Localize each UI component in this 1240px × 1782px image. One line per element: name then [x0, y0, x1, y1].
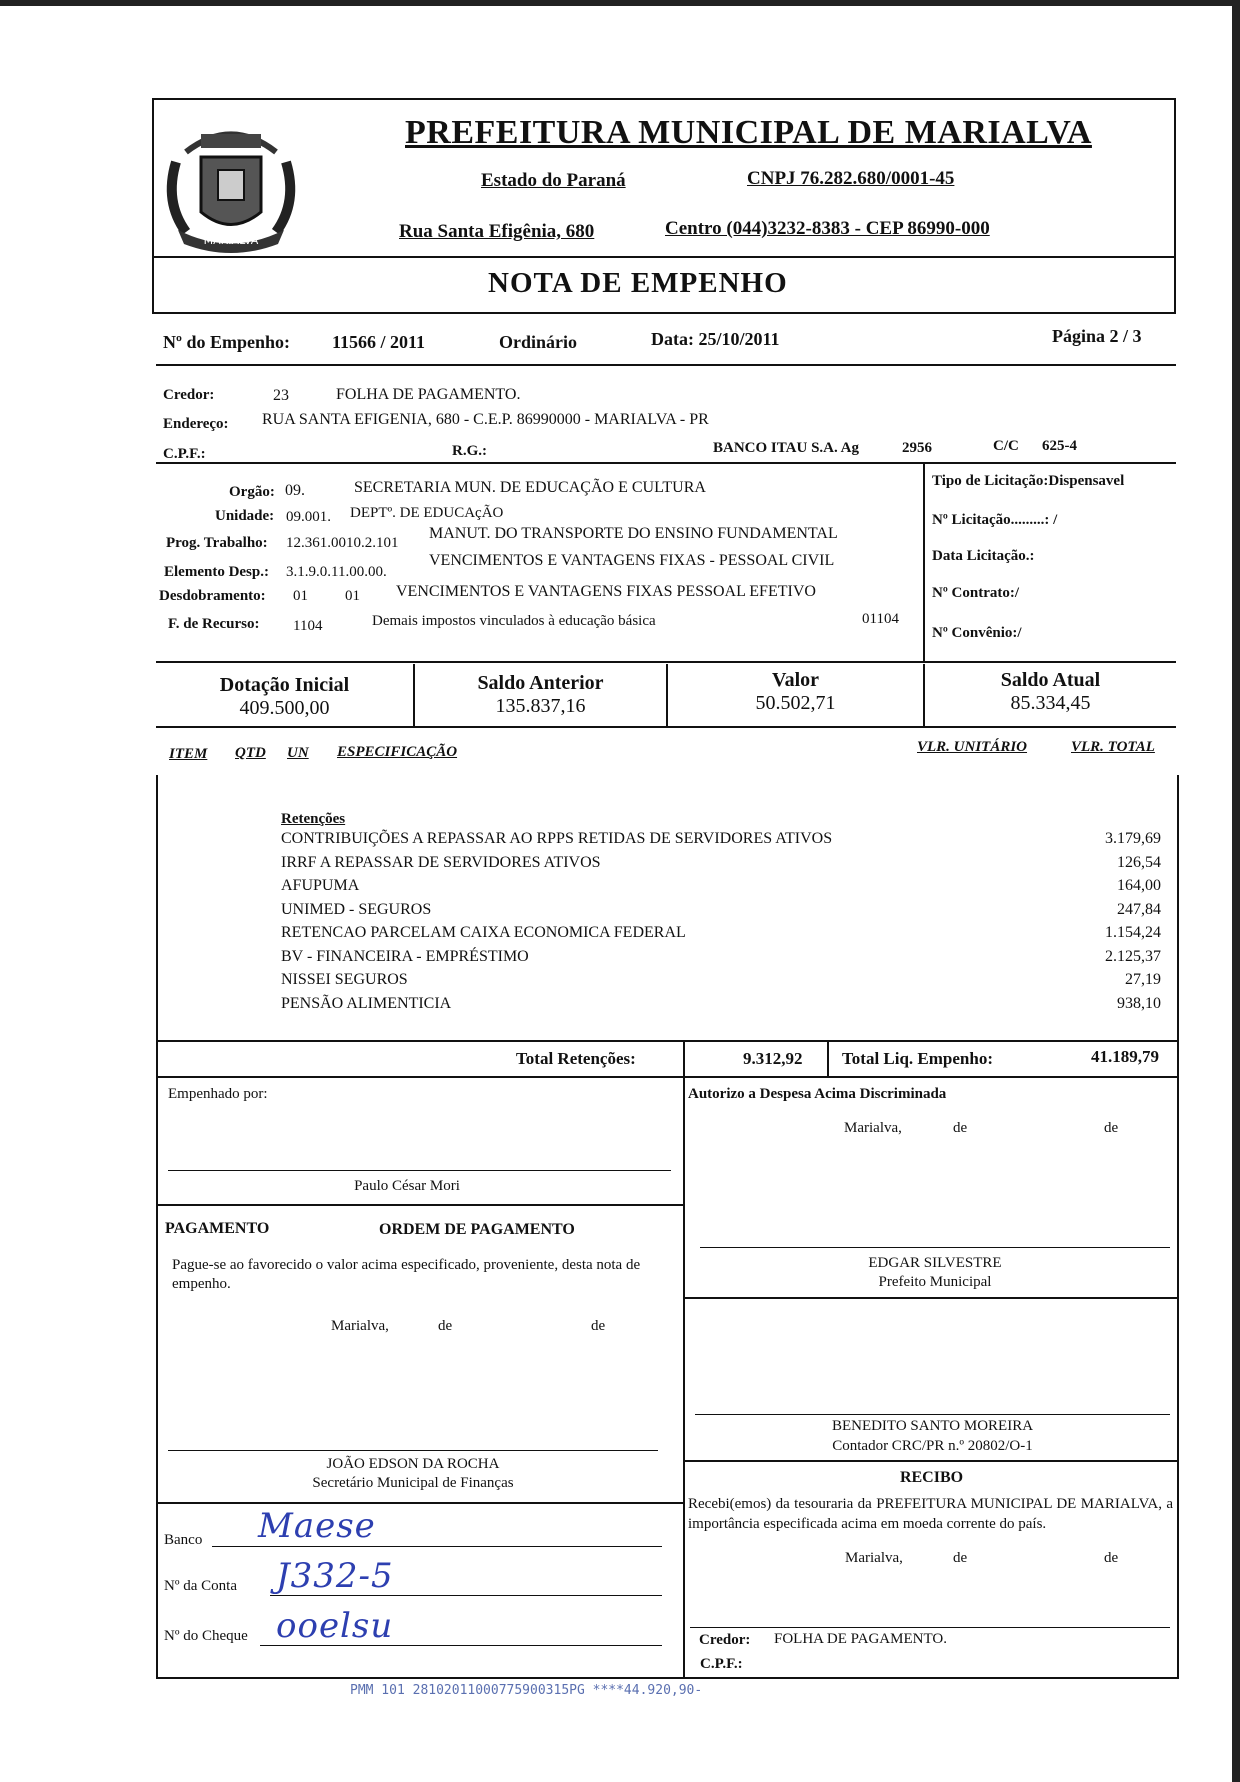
- unidade-code: 09.001.: [286, 509, 331, 525]
- totals-sep-1: [683, 1040, 685, 1078]
- totals-sep-2: [827, 1040, 829, 1078]
- cc-value: 625-4: [1042, 438, 1077, 454]
- conta-handwritten: J332-5: [276, 1556, 394, 1596]
- credor-label: Credor:: [163, 387, 215, 403]
- doc-title: NOTA DE EMPENHO: [488, 267, 788, 299]
- empenhado-label: Empenhado por:: [168, 1086, 268, 1102]
- desdobramento-b: 01: [345, 588, 360, 604]
- center-phone-label: Centro (044)3232-8383 - CEP 86990-000: [665, 218, 990, 239]
- list-item: CONTRIBUIÇÕES A REPASSAR AO RPPS RETIDAS DE SERVIDORES ATIVOS 3.179,69: [281, 830, 1161, 847]
- unidade-label: Unidade:: [215, 508, 275, 524]
- municipality-title: PREFEITURA MUNICIPAL DE MARIALVA: [405, 114, 1092, 151]
- balance-dotacao-value: 409.500,00: [239, 697, 330, 719]
- balance-dotacao-label: Dotação Inicial: [219, 674, 350, 696]
- banco-handwritten: Maese: [258, 1506, 376, 1546]
- prog-name: MANUT. DO TRANSPORTE DO ENSINO FUNDAMENTAL: [429, 525, 838, 542]
- licitacao-contrato: Nº Contrato:/: [932, 585, 1020, 601]
- credor-divider: [156, 462, 1176, 464]
- list-item: PENSÃO ALIMENTICIA 938,10: [281, 994, 1161, 1012]
- list-item: AFUPUMA 164,00: [281, 877, 1161, 894]
- empenhado-signature-line: [168, 1170, 671, 1171]
- prog-code: 12.361.0010.2.101: [286, 535, 399, 551]
- empenhado-name: Paulo César Mori: [354, 1178, 460, 1194]
- footer-code: PMM 101 28102011000775900315PG ****44.920,90-: [350, 1683, 703, 1698]
- pagamento-text: Pague-se ao favorecido o valor acima especificado, proveniente, desta nota de empenho.: [172, 1257, 641, 1292]
- pagamento-de1: de: [438, 1318, 453, 1334]
- meta-divider: [156, 364, 1176, 366]
- rg-label: R.G.:: [452, 443, 487, 459]
- col-un: UN: [287, 745, 309, 761]
- balance-saldo-atual: [925, 669, 1176, 715]
- credor-code: 23: [273, 387, 289, 404]
- empenho-date: Data: 25/10/2011: [651, 329, 780, 349]
- signature-center-divider: [683, 1076, 685, 1679]
- balance-saldo-anterior: [415, 672, 666, 718]
- prog-label: Prog. Trabalho:: [166, 535, 268, 551]
- autorizo-label: Autorizo a Despesa Acima Discriminada: [688, 1086, 947, 1102]
- balance-saldo-anterior-label: Saldo Anterior: [477, 672, 604, 694]
- state-label: Estado do Paraná: [481, 170, 626, 191]
- list-item: IRRF A REPASSAR DE SERVIDORES ATIVOS 126,54: [281, 853, 1161, 871]
- secretario-name: JOÃO EDSON DA ROCHA: [326, 1456, 500, 1472]
- desdobramento-name: VENCIMENTOS E VANTAGENS FIXAS PESSOAL EFETIVO: [396, 583, 816, 600]
- licitacao-divider: [923, 462, 925, 662]
- licitacao-numero: Nº Licitação.........: /: [932, 512, 1058, 528]
- balance-valor: [668, 669, 923, 715]
- pagamento-de2: de: [591, 1318, 606, 1334]
- licitacao-tipo: Tipo de Licitação:Dispensavel: [932, 473, 1125, 489]
- list-item: RETENCAO PARCELAM CAIXA ECONOMICA FEDERAL 1.154,24: [281, 924, 1161, 941]
- address-field-label: Endereço:: [163, 416, 229, 432]
- contador-signature-line: [695, 1414, 1170, 1415]
- elemento-label: Elemento Desp.:: [164, 564, 269, 580]
- scan-top-edge: [0, 0, 1240, 6]
- banco-label: Banco: [164, 1532, 203, 1548]
- pagamento-top-line: [156, 1204, 684, 1206]
- bank-name: BANCO ITAU S.A. Ag: [713, 440, 859, 456]
- totals-top-line: [156, 1040, 1179, 1042]
- contador-name: BENEDITO SANTO MOREIRA: [831, 1418, 1034, 1434]
- recibo-credor-label: Credor:: [699, 1632, 751, 1648]
- credor-name: FOLHA DE PAGAMENTO.: [336, 386, 521, 403]
- recurso-code: 1104: [293, 618, 323, 634]
- secretario-signature-line: [168, 1450, 658, 1451]
- recibo-de1: de: [953, 1550, 968, 1566]
- municipal-crest-logo: [156, 112, 306, 262]
- balance-saldo-anterior-value: 135.837,16: [495, 695, 586, 717]
- licitacao-convenio: Nº Convênio:/: [932, 625, 1022, 641]
- empenho-type: Ordinário: [499, 332, 578, 352]
- bank-agency: 2956: [902, 440, 932, 456]
- col-unit-value: VLR. UNITÁRIO: [917, 739, 1028, 755]
- autorizo-city: Marialva,: [844, 1120, 902, 1136]
- address-label: Rua Santa Efigênia, 680: [399, 221, 595, 242]
- recibo-credor-value: FOLHA DE PAGAMENTO.: [774, 1631, 947, 1647]
- retencoes-title: Retenções: [281, 811, 346, 827]
- recibo-city: Marialva,: [845, 1550, 903, 1566]
- totals-bottom-line: [156, 1076, 1179, 1078]
- unidade-name: DEPTº. DE EDUCAçÃO: [350, 505, 504, 521]
- recurso-label: F. de Recurso:: [168, 616, 260, 632]
- empenho-number: 11566 / 2011: [332, 332, 426, 352]
- ordem-pagamento-label: ORDEM DE PAGAMENTO: [379, 1221, 575, 1238]
- bank-fields-top-line: [156, 1502, 684, 1504]
- recurso-code2: 01104: [862, 611, 899, 627]
- scan-right-edge: [1232, 0, 1240, 1782]
- prefeito-signature-line: [700, 1247, 1170, 1248]
- secretario-role: Secretário Municipal de Finanças: [312, 1475, 514, 1491]
- orgao-name: SECRETARIA MUN. DE EDUCAÇÃO E CULTURA: [354, 479, 706, 496]
- list-item: UNIMED - SEGUROS 247,84: [281, 900, 1161, 918]
- orgao-label: Orgão:: [229, 484, 275, 500]
- recibo-signature-line: [690, 1627, 1170, 1628]
- recibo-title: RECIBO: [899, 1469, 964, 1486]
- recibo-text: Recebi(emos) da tesouraria da PREFEITURA MUNICIPAL DE MARIALVA, a importância especificada acima em moeda corrente do país.: [688, 1496, 1173, 1532]
- empenho-label: Nº do Empenho:: [163, 332, 290, 352]
- balance-saldo-atual-label: Saldo Atual: [1000, 669, 1101, 691]
- desdobramento-a: 01: [293, 588, 308, 604]
- recurso-name: Demais impostos vinculados à educação básica: [372, 613, 656, 629]
- balance-valor-value: 50.502,71: [755, 692, 836, 714]
- list-item: NISSEI SEGUROS 27,19: [281, 971, 1161, 988]
- list-item: BV - FINANCEIRA - EMPRÉSTIMO 2.125,37: [281, 947, 1161, 965]
- balance-saldo-atual-value: 85.334,45: [1010, 692, 1091, 714]
- recibo-de2: de: [1104, 1550, 1119, 1566]
- cheque-handwritten: ooelsu: [276, 1606, 394, 1646]
- licitacao-data: Data Licitação.:: [932, 548, 1035, 564]
- retencoes-list: [281, 827, 1161, 1015]
- col-qtd: QTD: [235, 745, 266, 761]
- total-retencoes-value: 9.312,92: [743, 1049, 803, 1068]
- autorizo-de1: de: [953, 1120, 968, 1136]
- orgao-code: 09.: [285, 482, 305, 499]
- prefeito-name: EDGAR SILVESTRE: [868, 1255, 1002, 1271]
- desdobramento-label: Desdobramento:: [159, 588, 266, 604]
- credor-address: RUA SANTA EFIGENIA, 680 - C.E.P. 86990000 - MARIALVA - PR: [262, 411, 709, 428]
- contador-top-line: [684, 1297, 1179, 1299]
- cc-label: C/C: [993, 438, 1019, 454]
- svg-text:MARIALVA: MARIALVA: [203, 234, 259, 247]
- elemento-name: VENCIMENTOS E VANTAGENS FIXAS - PESSOAL CIVIL: [429, 552, 835, 569]
- col-total-value: VLR. TOTAL: [1071, 739, 1155, 755]
- balance-valor-label: Valor: [771, 669, 820, 691]
- total-liq-value: 41.189,79: [1091, 1047, 1159, 1066]
- conta-label: Nº da Conta: [164, 1578, 237, 1594]
- recibo-cpf-label: C.P.F.:: [700, 1656, 743, 1672]
- balance-dotacao: [156, 674, 413, 720]
- pagamento-city: Marialva,: [331, 1318, 389, 1334]
- page-number: Página 2 / 3: [1052, 326, 1142, 346]
- autorizo-de2: de: [1104, 1120, 1119, 1136]
- contador-role: Contador CRC/PR n.º 20802/O-1: [832, 1438, 1033, 1454]
- pagamento-label: PAGAMENTO: [165, 1220, 270, 1237]
- elemento-code: 3.1.9.0.11.00.00.: [286, 564, 387, 580]
- total-liq-label: Total Liq. Empenho:: [842, 1049, 993, 1068]
- col-spec: ESPECIFICAÇÃO: [337, 744, 458, 760]
- prefeito-role: Prefeito Municipal: [878, 1274, 992, 1290]
- cpf-label: C.P.F.:: [163, 446, 206, 462]
- cnpj-label: CNPJ 76.282.680/0001-45: [747, 168, 955, 189]
- banco-line: [212, 1546, 662, 1547]
- cheque-label: Nº do Cheque: [164, 1628, 248, 1644]
- col-item: ITEM: [169, 746, 208, 762]
- recibo-top-line: [684, 1460, 1179, 1462]
- total-retencoes-label: Total Retenções:: [516, 1049, 636, 1068]
